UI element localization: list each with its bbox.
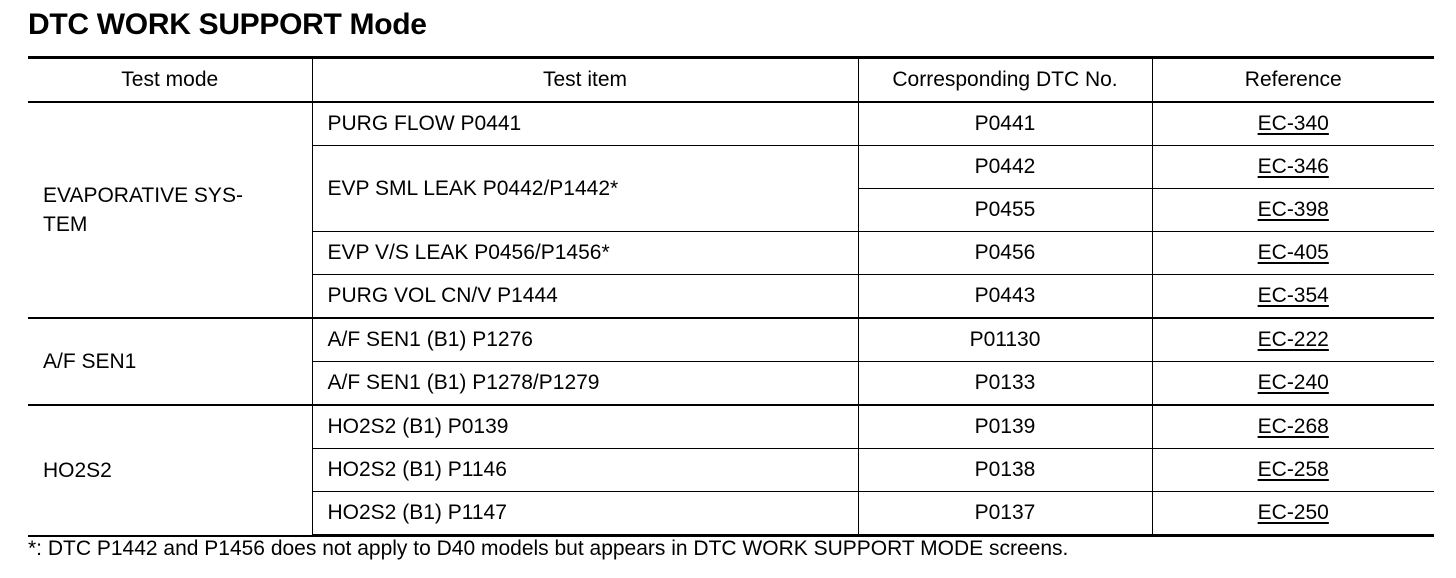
header-test-item: Test item (312, 58, 858, 103)
test-item-cell: A/F SEN1 (B1) P1278/P1279 (312, 362, 858, 406)
reference-cell (1152, 492, 1434, 536)
test-item-cell: EVP SML LEAK P0442/P1442* (312, 146, 858, 232)
test-item-cell: HO2S2 (B1) P1146 (312, 449, 858, 492)
reference-link[interactable]: EC-268 (1257, 415, 1329, 438)
test-item-cell: A/F SEN1 (B1) P1276 (312, 318, 858, 362)
table-row (28, 102, 1434, 146)
reference-cell (1152, 449, 1434, 492)
test-mode-cell (28, 318, 312, 405)
test-mode-label: HO2S2 (43, 458, 112, 482)
reference-link[interactable]: EC-240 (1257, 371, 1329, 394)
test-item-cell: EVP V/S LEAK P0456/P1456* (312, 232, 858, 275)
reference-cell (1152, 189, 1434, 232)
dtc-number-cell: P0133 (858, 362, 1152, 406)
reference-link[interactable]: EC-258 (1257, 458, 1329, 481)
test-item-cell: PURG VOL CN/V P1444 (312, 275, 858, 319)
reference-cell (1152, 318, 1434, 362)
header-dtc-no: Corresponding DTC No. (858, 58, 1152, 103)
reference-cell (1152, 102, 1434, 146)
table-header-row (28, 58, 1434, 103)
table-row (28, 405, 1434, 449)
header-reference: Reference (1152, 58, 1434, 103)
reference-cell (1152, 232, 1434, 275)
reference-cell (1152, 362, 1434, 406)
dtc-number-cell: P0455 (858, 189, 1152, 232)
table-row (28, 318, 1434, 362)
dtc-number-cell: P0443 (858, 275, 1152, 319)
test-item-cell: HO2S2 (B1) P0139 (312, 405, 858, 449)
dtc-number-cell: P0137 (858, 492, 1152, 536)
reference-cell (1152, 275, 1434, 319)
reference-link[interactable]: EC-405 (1257, 241, 1329, 264)
test-mode-label: EVAPORATIVE SYS-TEM (43, 184, 243, 236)
test-mode-cell (28, 102, 312, 318)
dtc-number-cell: P0139 (858, 405, 1152, 449)
reference-cell (1152, 146, 1434, 189)
header-test-mode: Test mode (28, 58, 312, 103)
page-title: DTC WORK SUPPORT Mode (28, 8, 427, 41)
dtc-number-cell: P01130 (858, 318, 1152, 362)
dtc-number-cell: P0442 (858, 146, 1152, 189)
test-mode-label: A/F SEN1 (43, 350, 137, 373)
footnote: *: DTC P1442 and P1456 does not apply to D40 models but appears in DTC WORK SUPPORT MODE screens. (28, 537, 1069, 560)
test-item-cell: HO2S2 (B1) P1147 (312, 492, 858, 536)
reference-link[interactable]: EC-346 (1257, 155, 1329, 178)
test-item-cell: PURG FLOW P0441 (312, 102, 858, 146)
dtc-work-support-table (28, 56, 1434, 537)
reference-link[interactable]: EC-340 (1257, 112, 1329, 135)
dtc-number-cell: P0456 (858, 232, 1152, 275)
reference-link[interactable]: EC-398 (1257, 198, 1329, 221)
reference-link[interactable]: EC-354 (1257, 284, 1329, 307)
dtc-number-cell: P0138 (858, 449, 1152, 492)
dtc-number-cell: P0441 (858, 102, 1152, 146)
reference-link[interactable]: EC-250 (1257, 501, 1329, 524)
reference-link[interactable]: EC-222 (1257, 328, 1329, 351)
reference-cell (1152, 405, 1434, 449)
test-mode-cell (28, 405, 312, 536)
